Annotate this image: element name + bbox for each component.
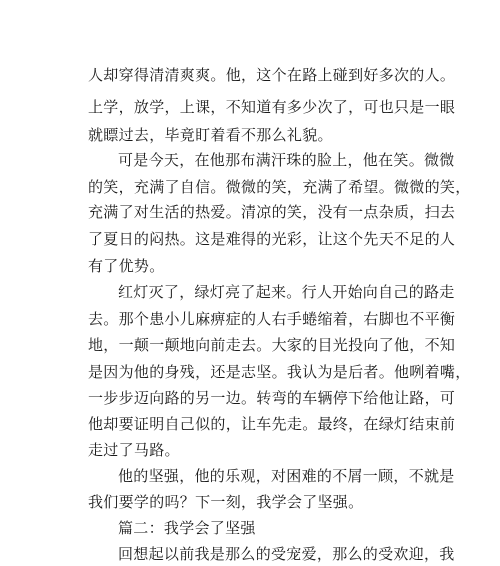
text-line-16: 他的坚强，他的乐观，对困难的不屑一顾，不就是: [118, 467, 455, 485]
text-line-10: 去。那个患小儿麻痹症的人右手蜷缩着，右脚也不平衡: [88, 310, 456, 328]
text-line-5: 的笑，充满了自信。微微的笑，充满了希望。微微的笑，: [88, 178, 471, 196]
text-line-4: 可是今天，在他那布满汗珠的脸上，他在笑。微微: [118, 151, 455, 169]
text-line-1: 人却穿得清清爽爽。他，这个在路上碰到好多次的人。: [88, 66, 456, 84]
text-line-8: 有了优势。: [88, 257, 165, 275]
text-line-6: 充满了对生活的热爱。清凉的笑，没有一点杂质，扫去: [88, 203, 456, 221]
text-line-17: 我们要学的吗？下一刻，我学会了坚强。: [88, 493, 364, 511]
text-line-2: 上学，放学，上课，不知道有多少次了，可也只是一眼: [88, 98, 456, 116]
text-line-13: 一步步迈向路的另一边。转弯的车辆停下给他让路，可: [88, 389, 456, 407]
text-line-12: 是因为他的身残，还是志坚。我认为是后者。他咧着嘴，: [88, 363, 471, 381]
section-heading: 篇二：我学会了坚强: [118, 519, 256, 537]
text-line-19: 回想起以前我是那么的受宠爱，那么的受欢迎，我: [118, 545, 455, 563]
text-line-14: 他却要证明自己似的，让车先走。最终，在绿灯结束前: [88, 415, 456, 433]
text-line-9: 红灯灭了，绿灯亮了起来。行人开始向自己的路走: [118, 283, 455, 301]
text-line-15: 走过了马路。: [88, 441, 180, 459]
text-line-3: 就瞟过去，毕竟盯着看不那么礼貌。: [88, 126, 333, 144]
text-line-7: 了夏日的闷热。这是难得的光彩，让这个先天不足的人: [88, 230, 456, 248]
text-line-11: 地，一颠一颠地向前走去。大家的目光投向了他，不知: [88, 336, 456, 354]
